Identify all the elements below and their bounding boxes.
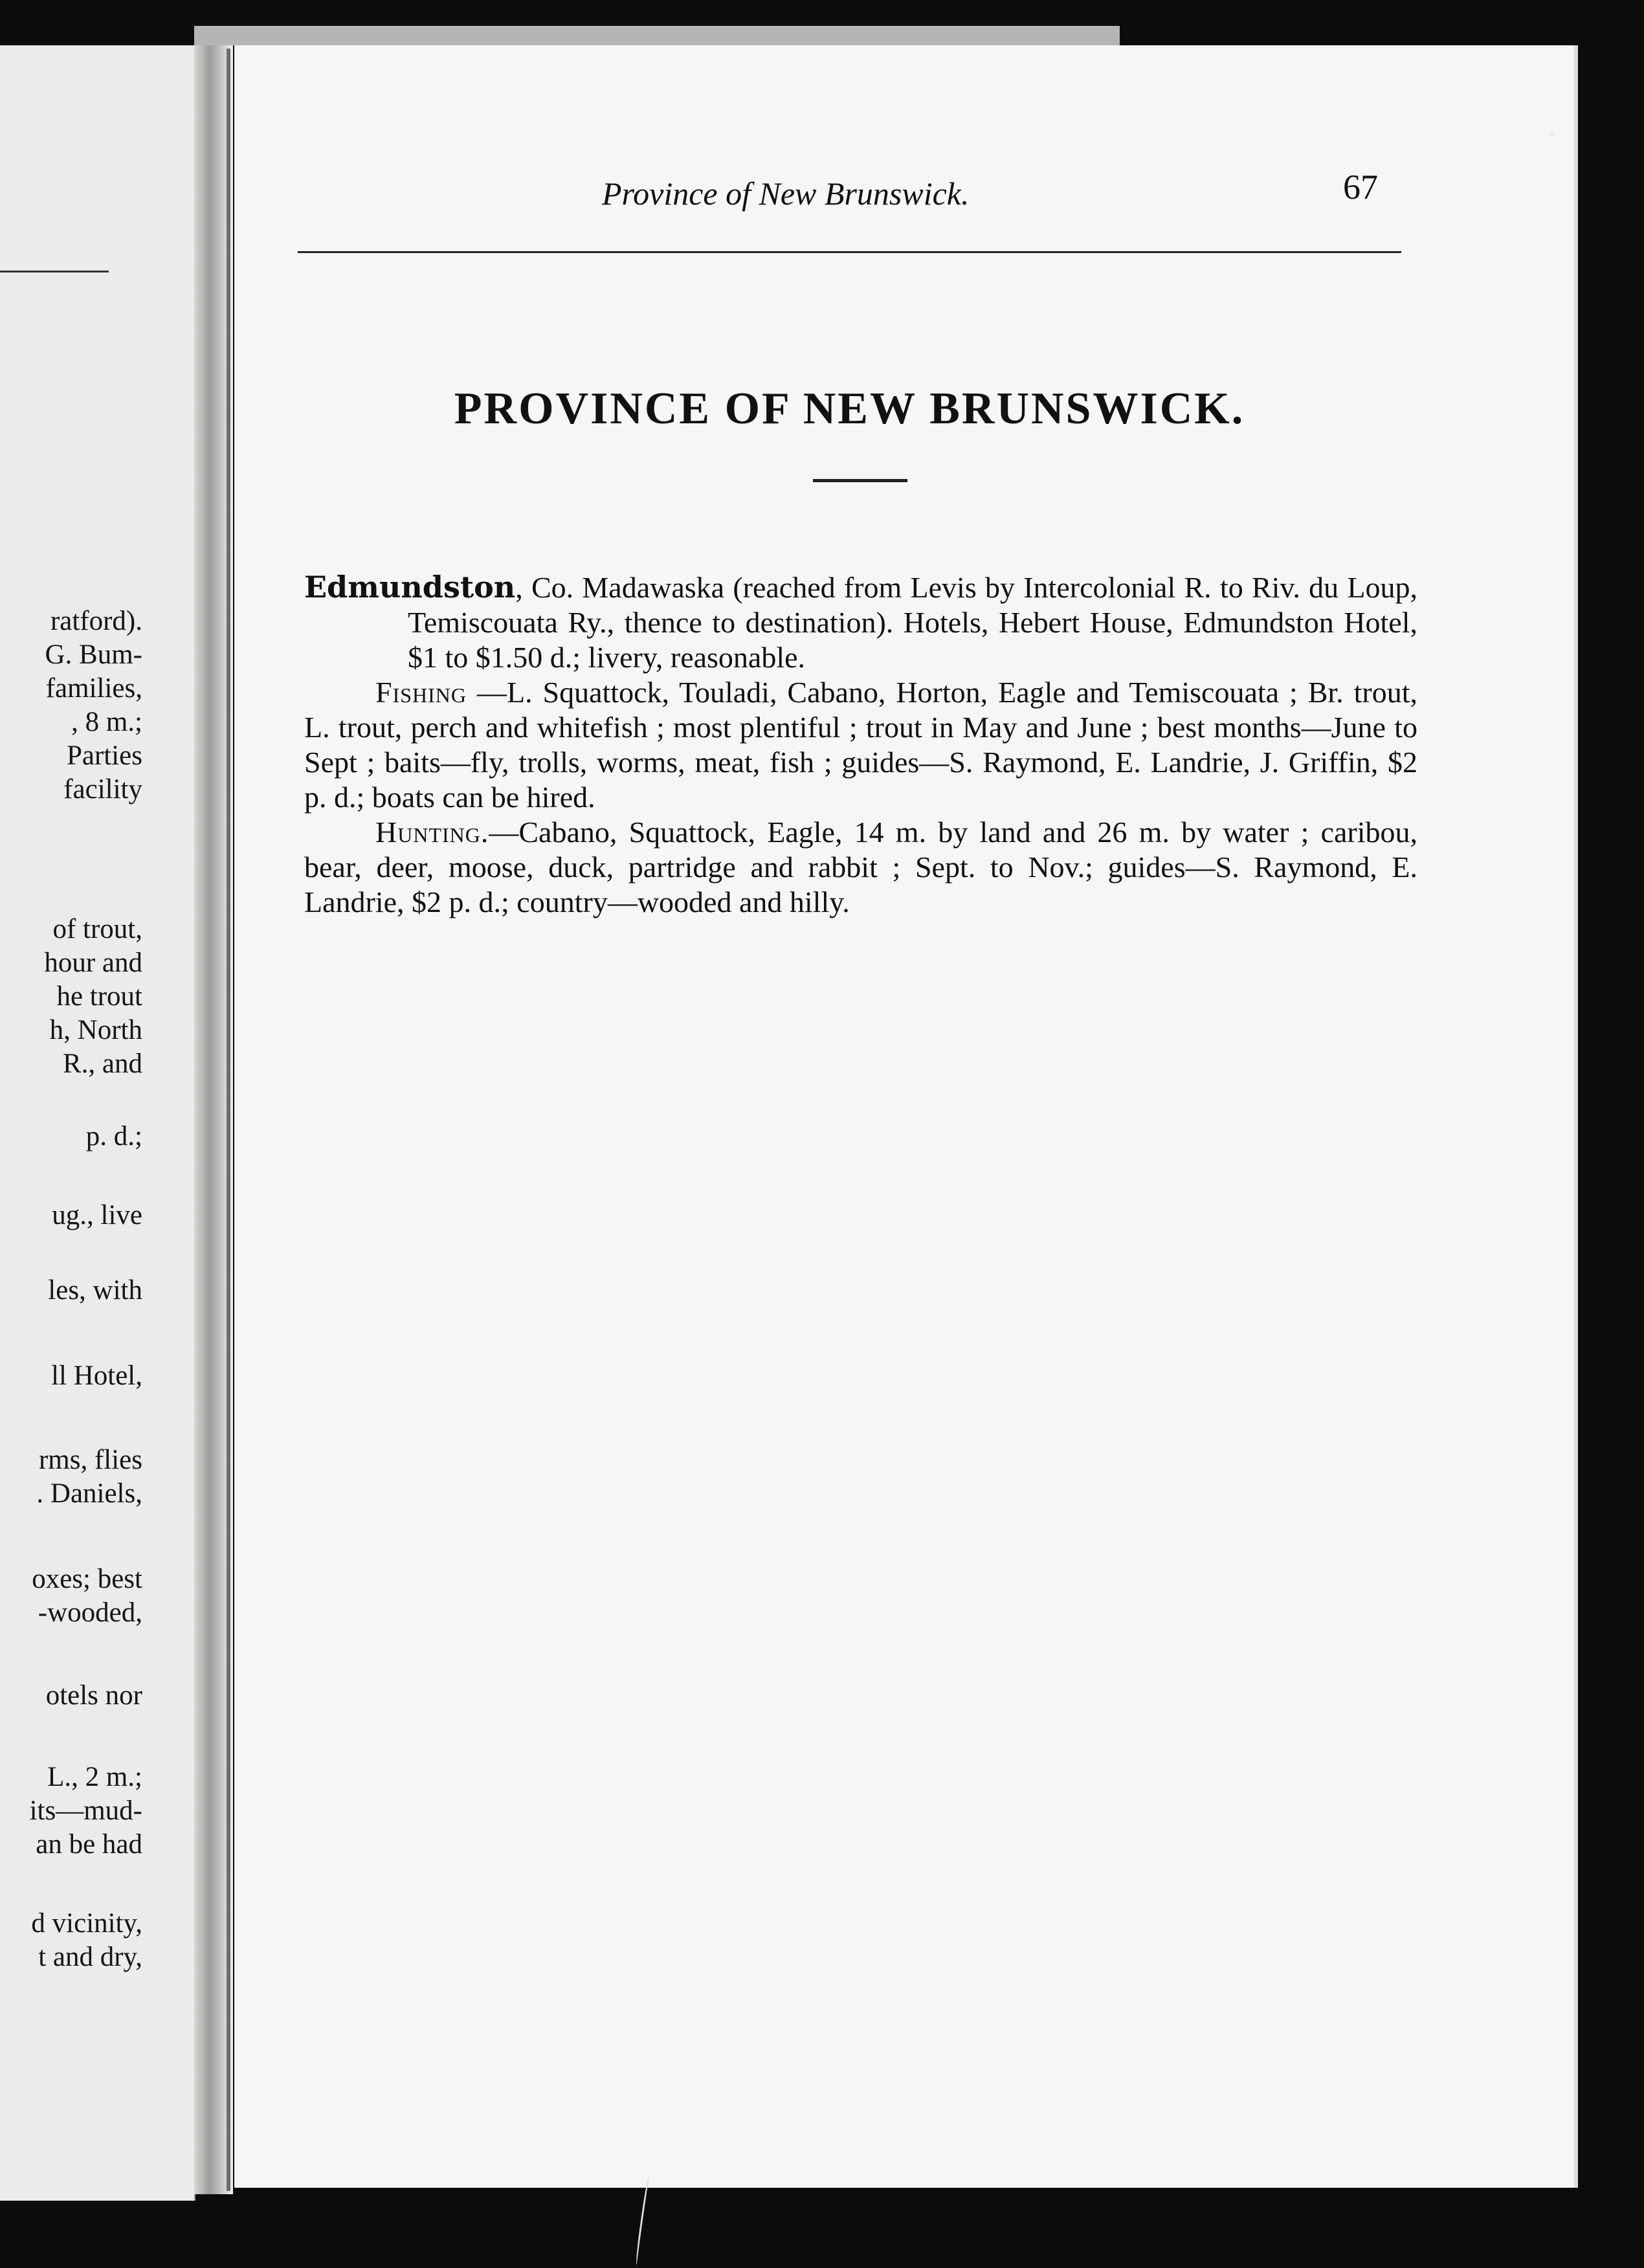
left-page-line: ll Hotel, [51, 1361, 142, 1391]
dust-speck [1550, 133, 1555, 137]
left-page-line: Parties [66, 740, 142, 771]
running-head: Province of New Brunswick. [602, 175, 970, 212]
page-67 [234, 45, 1574, 2188]
page-title: PROVINCE OF NEW BRUNSWICK. [454, 383, 1245, 434]
left-page-line: an be had [36, 1829, 142, 1860]
left-page-line: otels nor [45, 1680, 142, 1711]
header-rule [298, 251, 1401, 253]
left-page-line: p. d.; [85, 1121, 142, 1151]
scan-hair-artifact [634, 2175, 651, 2265]
left-page-line: t and dry, [38, 1942, 142, 1972]
left-page-line: families, [45, 673, 142, 704]
left-page-line: oxes; best [32, 1564, 142, 1594]
left-page-line: d vicinity, [31, 1908, 142, 1939]
left-page-line: facility [63, 774, 142, 805]
left-page-line: ratford). [50, 606, 142, 636]
page-number: 67 [1343, 168, 1378, 206]
place-name: Edmundston [304, 570, 516, 605]
hunting-label: Hunting. [375, 816, 489, 849]
left-page-line: , 8 m.; [71, 707, 142, 737]
left-page-line: h, North [49, 1015, 142, 1045]
left-page-line: rms, flies [38, 1445, 142, 1475]
left-page-line: of trout, [52, 914, 142, 944]
left-page-line: -wooded, [38, 1597, 142, 1628]
left-page-line: its—mud- [29, 1796, 142, 1826]
entry-heading-paragraph [304, 570, 1417, 675]
left-page-line: L., 2 m.; [47, 1762, 142, 1792]
left-page-line: he trout [56, 981, 142, 1012]
edmundston-entry [304, 570, 1417, 920]
gutter-shadow-line [227, 49, 230, 2191]
place-description: , Co. Madawaska (reached from Levis by Intercolonial R. to Riv. du Loup, Temiscouata Ry., thence to destination). Hotels, Hebert House, Edmundston Hotel, $1 to $1.50 d.; livery, reasonable. [408, 571, 1417, 674]
fishing-paragraph [304, 675, 1417, 815]
fishing-label: Fishing [375, 676, 467, 709]
left-page-line: R., and [62, 1049, 142, 1079]
left-page-rule [0, 271, 109, 272]
hunting-paragraph [304, 815, 1417, 920]
left-page-line: . Daniels, [36, 1478, 142, 1509]
facing-left-page [0, 45, 195, 2201]
left-page-line: ug., live [52, 1200, 142, 1230]
hunting-text: —Cabano, Squattock, Eagle, 14 m. by land and 26 m. by water ; caribou, bear, deer, moose, duck, partridge and rabbit ; Sept. to Nov.; guides—S. Raymond, E. Landrie, $2 p. d.; country—wooded and hilly. [304, 816, 1417, 918]
page-top-edge [194, 26, 1120, 45]
fishing-text: —L. Squattock, Touladi, Cabano, Horton, Eagle and Temiscouata ; Br. trout, L. trout, perch and whitefish ; most plentiful ; trout in May and June ; best months—June to Sept ; baits—fly, trolls, worms, meat, fish ; guides—S. Raymond, E. Landrie, J. Griffin, $2 p. d.; boats can be hired. [304, 676, 1417, 814]
title-rule [813, 479, 907, 482]
left-page-line: G. Bum- [45, 639, 142, 670]
left-page-line: les, with [48, 1275, 142, 1306]
left-page-line: hour and [44, 948, 142, 978]
